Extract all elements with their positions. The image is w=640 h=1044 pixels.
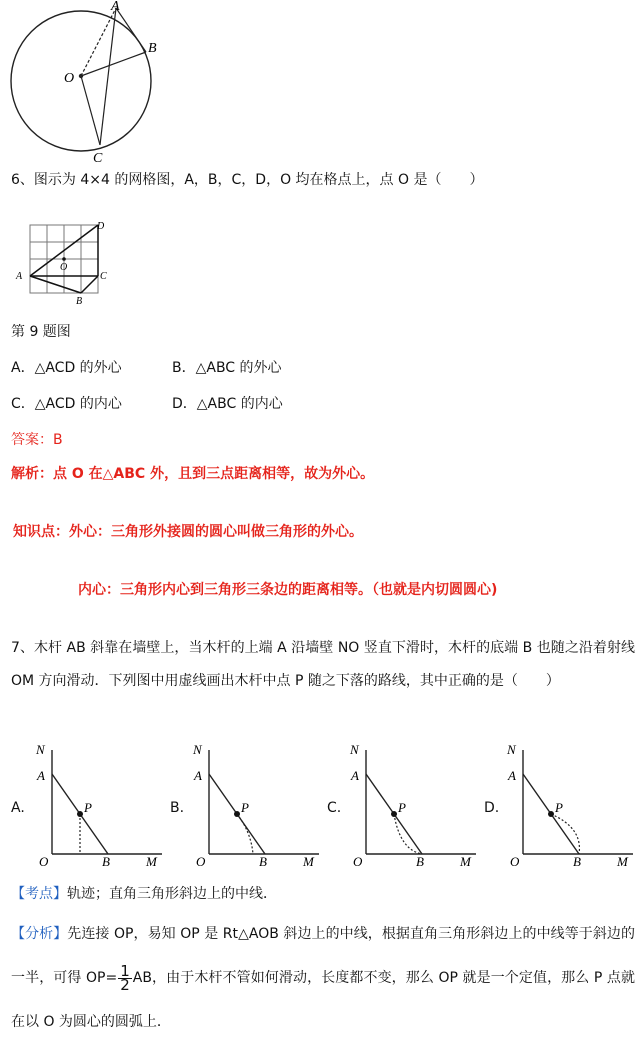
svg-text:O: O: [39, 854, 49, 868]
grid-figure: [12, 218, 112, 306]
svg-text:P: P: [84, 800, 92, 815]
svg-text:O: O: [196, 854, 206, 868]
q7-option-letter-B: B.: [170, 800, 185, 816]
svg-text:A: A: [351, 768, 359, 783]
figure-caption: 第 9 题图: [11, 324, 71, 340]
svg-text:N: N: [36, 742, 45, 757]
kaodian-tag: 【考点】: [11, 886, 67, 902]
svg-text:A: A: [37, 768, 45, 783]
svg-text:O: O: [353, 854, 363, 868]
svg-text:A: A: [508, 768, 516, 783]
fenxi-paragraph: [11, 912, 635, 1044]
grid-label-A: A: [16, 271, 23, 282]
svg-text:O: O: [510, 854, 520, 868]
option-B: B．△ABC 的外心: [172, 360, 282, 376]
svg-text:M: M: [146, 854, 157, 868]
q7-option-letter-C: C.: [327, 800, 342, 816]
segment-OC: [81, 76, 100, 145]
fenxi-text-1: 先连接 OP，易知 OP 是 Rt△AOB 斜边上的中线，根据直角三角形斜边上的中线等于斜边的一半，可得 OP=: [11, 926, 636, 986]
svg-text:N: N: [507, 742, 516, 757]
option-C: C．△ACD 的内心: [11, 396, 122, 412]
segment-AC: [100, 8, 116, 145]
segment-AB: [116, 8, 146, 52]
analysis-text: 解析：点 O 在△ABC 外，且到三点距离相等，故为外心。: [11, 466, 375, 482]
svg-text:M: M: [617, 854, 628, 868]
q7-option-letter-D: D.: [484, 800, 500, 816]
svg-text:N: N: [193, 742, 202, 757]
q6-stem: 6、图示为 4×4 的网格图，A，B，C，D，O 均在格点上，点 O 是（ ）: [11, 172, 484, 188]
segment-OB: [81, 52, 146, 76]
kaodian-text: 轨迹；直角三角形斜边上的中线．: [67, 886, 277, 902]
answer-text: 答案：B: [11, 432, 63, 448]
q7-figure-C: [342, 740, 482, 868]
label-A: A: [111, 0, 120, 14]
knowledge-text: 知识点：外心：三角形外接圆的圆心叫做三角形的外心。: [13, 524, 363, 540]
svg-text:M: M: [303, 854, 314, 868]
svg-text:P: P: [555, 800, 563, 815]
fraction-one-half: $\frac{1}{2}$: [120, 961, 130, 994]
svg-text:N: N: [350, 742, 359, 757]
svg-text:P: P: [241, 800, 249, 815]
svg-text:B: B: [573, 854, 581, 868]
grid-label-O: O: [60, 262, 68, 273]
fenxi-tag: 【分析】: [11, 926, 68, 942]
q7-figure-B: [185, 740, 325, 868]
q7-figure-A: [28, 740, 168, 868]
label-C: C: [93, 151, 103, 166]
q7-stem: 7、木杆 AB 斜靠在墙壁上，当木杆的上端 A 沿墙壁 NO 竖直下滑时，木杆的底端 B 也随之沿着射线 OM 方向滑动．下列图中用虚线画出木杆中点 P 随之下落的路线，其中正确的是（ ）: [11, 640, 635, 689]
svg-text:B: B: [416, 854, 424, 868]
svg-text:A: A: [194, 768, 202, 783]
label-B: B: [148, 41, 157, 56]
grid-label-B: B: [76, 296, 83, 306]
circle-figure: [0, 0, 200, 168]
grid-label-D: D: [97, 221, 105, 232]
fenxi-text-2: AB，由于木杆不管如何滑动，长度都不变，那么 OP 就是一个定值，那么 P 点就在以 O 为圆心的圆弧上．: [11, 970, 635, 1030]
q7-figure-D: [499, 740, 639, 868]
label-O: O: [64, 71, 75, 86]
q7-option-letter-A: A.: [11, 800, 25, 816]
grid-label-C: C: [100, 271, 107, 282]
svg-text:B: B: [102, 854, 110, 868]
dashed-radius-OA: [81, 8, 116, 76]
center-point-O: [79, 74, 83, 78]
kaodian-line: [11, 884, 277, 904]
option-A: A．△ACD 的外心: [11, 360, 122, 376]
option-D: D．△ABC 的内心: [172, 396, 283, 412]
circle-outline: [11, 11, 151, 151]
svg-text:B: B: [259, 854, 267, 868]
svg-text:P: P: [398, 800, 406, 815]
svg-text:M: M: [460, 854, 471, 868]
point-O: [62, 257, 66, 261]
knowledge-text-2: 内心：三角形内心到三角形三条边的距离相等。（也就是内切圆圆心): [78, 582, 498, 598]
